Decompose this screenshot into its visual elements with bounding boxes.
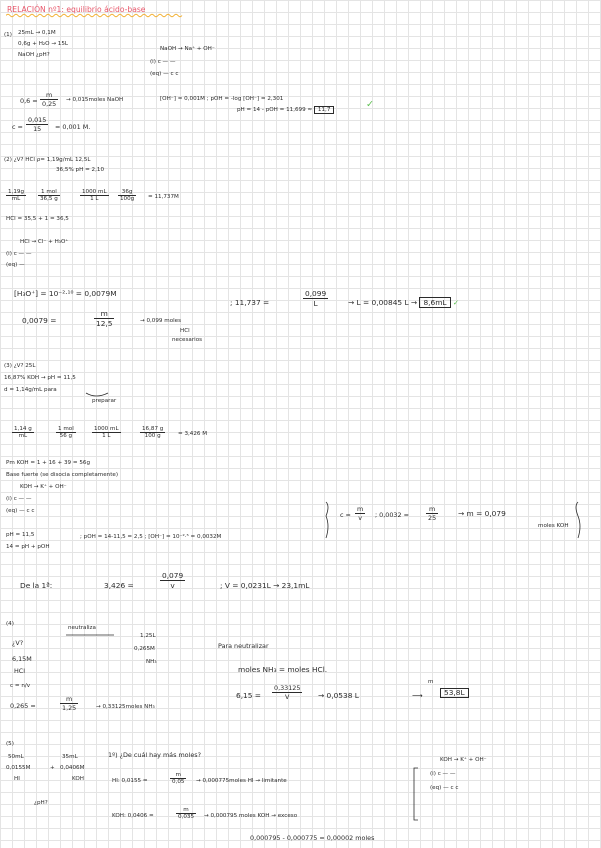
p3-brace-right [576,502,580,538]
p3-final-den: v [170,581,175,590]
p3-brace-left [326,502,328,538]
p1-given-1: 25mL → 0,1M [18,30,56,36]
p1-c-num: 0,015 [28,116,47,124]
p3-c2-result: → m = 0,079 [458,509,506,518]
p3-f1-num: 1,14 g [14,426,32,432]
p3-f2-num: 1 mol [58,426,74,432]
p3-final-result: ; V = 0,0231L → 23,1mL [220,581,310,590]
p2-volume-lhs: ; 11,737 = [230,298,270,307]
p3-c2-den: 25 [428,514,437,522]
p1-c-lhs: c = [12,123,23,131]
p3-f2-den: 56 g [59,433,73,439]
p5-a3: HI [14,776,20,782]
p1-c-den: 15 [33,125,42,133]
p3-c2-lhs: ; 0,0032 = [375,511,409,519]
p5-bracket [414,768,418,820]
p3-ph-1: pH = 11,5 [6,532,35,538]
p5-reaction-eq: (eq) — c c [430,785,459,791]
p2-moles-den: 12,5 [96,319,113,328]
p3-reaction: KOH → K⁺ + OH⁻ [20,484,67,490]
p4-volume-num: 0,33125 [274,684,301,692]
p4-moles-num: m [60,695,78,704]
p3-poh-line: ; pOH = 14-11,5 = 2,5 ; [OH⁻] = 10⁻²·⁵ = 0,0032M [80,534,222,540]
p5-b3: KOH [72,776,84,782]
p1-c-result: = 0,001 M. [55,123,91,131]
p1-oh-line: [OH⁻] = 0,001M ; pOH = -log [OH⁻] = 2,301 [160,96,284,102]
p5-koh-den: 0,035 [178,814,195,820]
p1-mass-num: m [40,91,58,100]
p5-difference: 0,000795 - 0,000775 = 0,00002 moles [250,834,375,842]
p3-final-num: 0,079 [162,571,184,580]
p2-reaction: HCl → Cl⁻ + H₃O⁺ [20,239,69,245]
p1-mass-result: → 0,015moles NaOH [66,97,124,103]
p5-koh-result: → 0,000795 moles KOH → exceso [204,813,298,819]
p4-conc: 6,15M [12,655,32,663]
p4-volume-den: V [285,693,290,701]
p4-volume-lhs: 6,15 = [236,691,261,700]
p1-check-icon: ✓ [366,99,374,110]
p5-b2: 0,0406M [60,765,85,771]
p3-final-lhs: De la 1ª: [20,581,53,590]
p3-reaction-initial: (i) c — — [6,496,32,502]
p2-volume-den: L [313,299,318,308]
page-title: RELACIÓN nº1: equilibrio ácido-base [7,5,146,14]
p5-hi-result: → 0,000775moles HI → limitante [196,778,287,784]
p2-f1-num: 1,19g [8,189,25,195]
p2-h3o-line: [H₃O⁺] = 10⁻²·¹⁰ = 0,0079M [14,289,117,298]
p2-f3-num: 1000 mL [82,189,107,195]
p4-volume-arrow-label: m [428,679,434,685]
p3-given-2: 16,87% KOH → pH = 11,5 [4,375,76,381]
p2-volume-text: → L = 0,00845 L → [348,298,418,307]
p3-base-note: Base fuerte (se disocia completamente) [6,472,119,478]
p5-koh-lhs: KOH: 0,0406 = [112,813,154,819]
p3-molarity-result: = 3,426 M [178,431,208,437]
p4-moles-lhs: 0,265 = [10,702,36,710]
p1-reaction: NaOH → Na⁺ + OH⁻ [160,46,215,52]
p5-b1: 35mL [62,754,78,760]
p1-ph-text: pH = 14 - pOH = 11,699 ≈ [237,107,313,113]
p2-moles-lhs: 0,0079 = [22,316,57,325]
p2-f2-den: 36,5 g [40,196,58,202]
p2-f3-den: 1 L [90,196,99,202]
p1-mass-lhs: 0,6 = [20,97,38,105]
p4-neutraliza: neutraliza [68,625,96,631]
p2-given-2: 36,5% pH = 2,10 [56,167,105,173]
p3-f1-den: mL [18,433,28,439]
p4-right-2: 0,265M [134,646,155,652]
p5-question: 1º) ¿De cuál hay más moles? [108,751,202,759]
p3-f3-num: 1000 mL [94,426,119,432]
p3-reaction-eq: (eq) — c c [6,508,35,514]
p3-c-den: v [358,514,363,522]
p4-number: (4) [6,621,14,627]
p2-reaction-eq: (eq) — [6,262,25,268]
p3-f4-den: 100 g [144,433,161,439]
p2-f4-den: 100g [120,196,135,202]
p4-cv: ¿V? [12,639,24,647]
p2-volume-num: 0,099 [305,289,327,298]
p2-check-icon: ✓ [452,298,460,307]
p3-ph-2: 14 = pH + pOH [6,544,50,550]
p5-hi-lhs: HI: 0,0155 = [112,778,148,784]
p5-plus: + [50,765,55,771]
p5-hi-num: m [170,772,186,779]
p5-hi-den: 0,05 [172,779,185,785]
p3-c-num: m [357,505,364,513]
p2-moles-result-3: necesarios [172,337,203,343]
p5-reaction-initial: (i) c — — [430,771,456,777]
p3-c-lhs: c = [340,511,351,519]
p2-f4-num: 36g [118,189,136,196]
p3-molar-mass: Pm KOH = 1 + 16 + 39 = 56g [6,460,91,466]
p4-para-neutralizar: Para neutralizar [218,642,269,650]
p2-f2-num: 1 mol [38,189,60,196]
p3-given-1: (3) ¿V? 25L [4,363,36,369]
p4-right-1: 1,25L [140,633,156,639]
p1-given-2: 0,6g + H₂O → 15L [18,41,69,47]
p5-reaction: KOH → K⁺ + OH⁻ [440,757,487,763]
p2-molarity-result: = 11,737M [148,194,179,200]
p1-number: (1) [4,32,12,38]
p2-molar-mass: HCl = 35,5 + 1 = 36,5 [6,216,69,222]
p3-c2-num: m [426,505,438,514]
p4-right-3: NH₃ [146,659,157,665]
p2-moles-num: m [94,309,114,319]
p2-moles-result: → 0,099 moles [140,318,182,324]
p3-para-brace [86,393,108,396]
p4-volume-result: → 0,0538 L [318,691,359,700]
p1-reaction-initial: (i) c — — [150,59,176,65]
p4-moles-result: → 0,33125moles NH₃ [96,704,155,710]
p5-number: (5) [6,741,14,747]
p1-mass-den: 0,25 [42,100,57,108]
p3-f4-num: 16,87 g [142,426,164,432]
p5-ph-question: ¿pH? [34,800,48,806]
p1-given-3: NaOH ¿pH? [18,52,50,58]
p3-c2-unit: moles KOH [538,523,569,529]
p5-koh-num: m [176,807,196,814]
p1-reaction-eq: (eq) — c c [150,71,179,77]
p3-given-4: preparar [92,398,117,404]
p2-f1-den: mL [11,196,21,202]
p4-moles-den: 1,25 [62,704,77,712]
p3-final-mid: 3,426 = [104,581,134,590]
p4-volume-answer-box: 53,8L [440,688,469,698]
p2-moles-result-2: HCl [180,328,190,334]
p4-moles-equality: moles NH₃ = moles HCl. [238,665,328,674]
p2-reaction-initial: (i) c — — [6,251,32,257]
p4-c-formula: c = n/v [10,683,31,689]
p3-given-3: d = 1,14g/mL para [4,387,57,393]
p4-hcl: HCl [14,667,26,675]
p3-f3-den: 1 L [102,433,111,439]
p5-a1: 50mL [8,754,24,760]
p2-given-1: (2) ¿V? HCl ρ= 1,19g/mL 12,5L [4,157,91,163]
p4-volume-arrow: ⟶ [412,691,423,700]
p1-ph-answer-box: 11,7 [314,106,334,114]
p5-a2: 0,0155M [6,765,31,771]
p2-volume-answer-box: 8,6mL [419,297,450,308]
